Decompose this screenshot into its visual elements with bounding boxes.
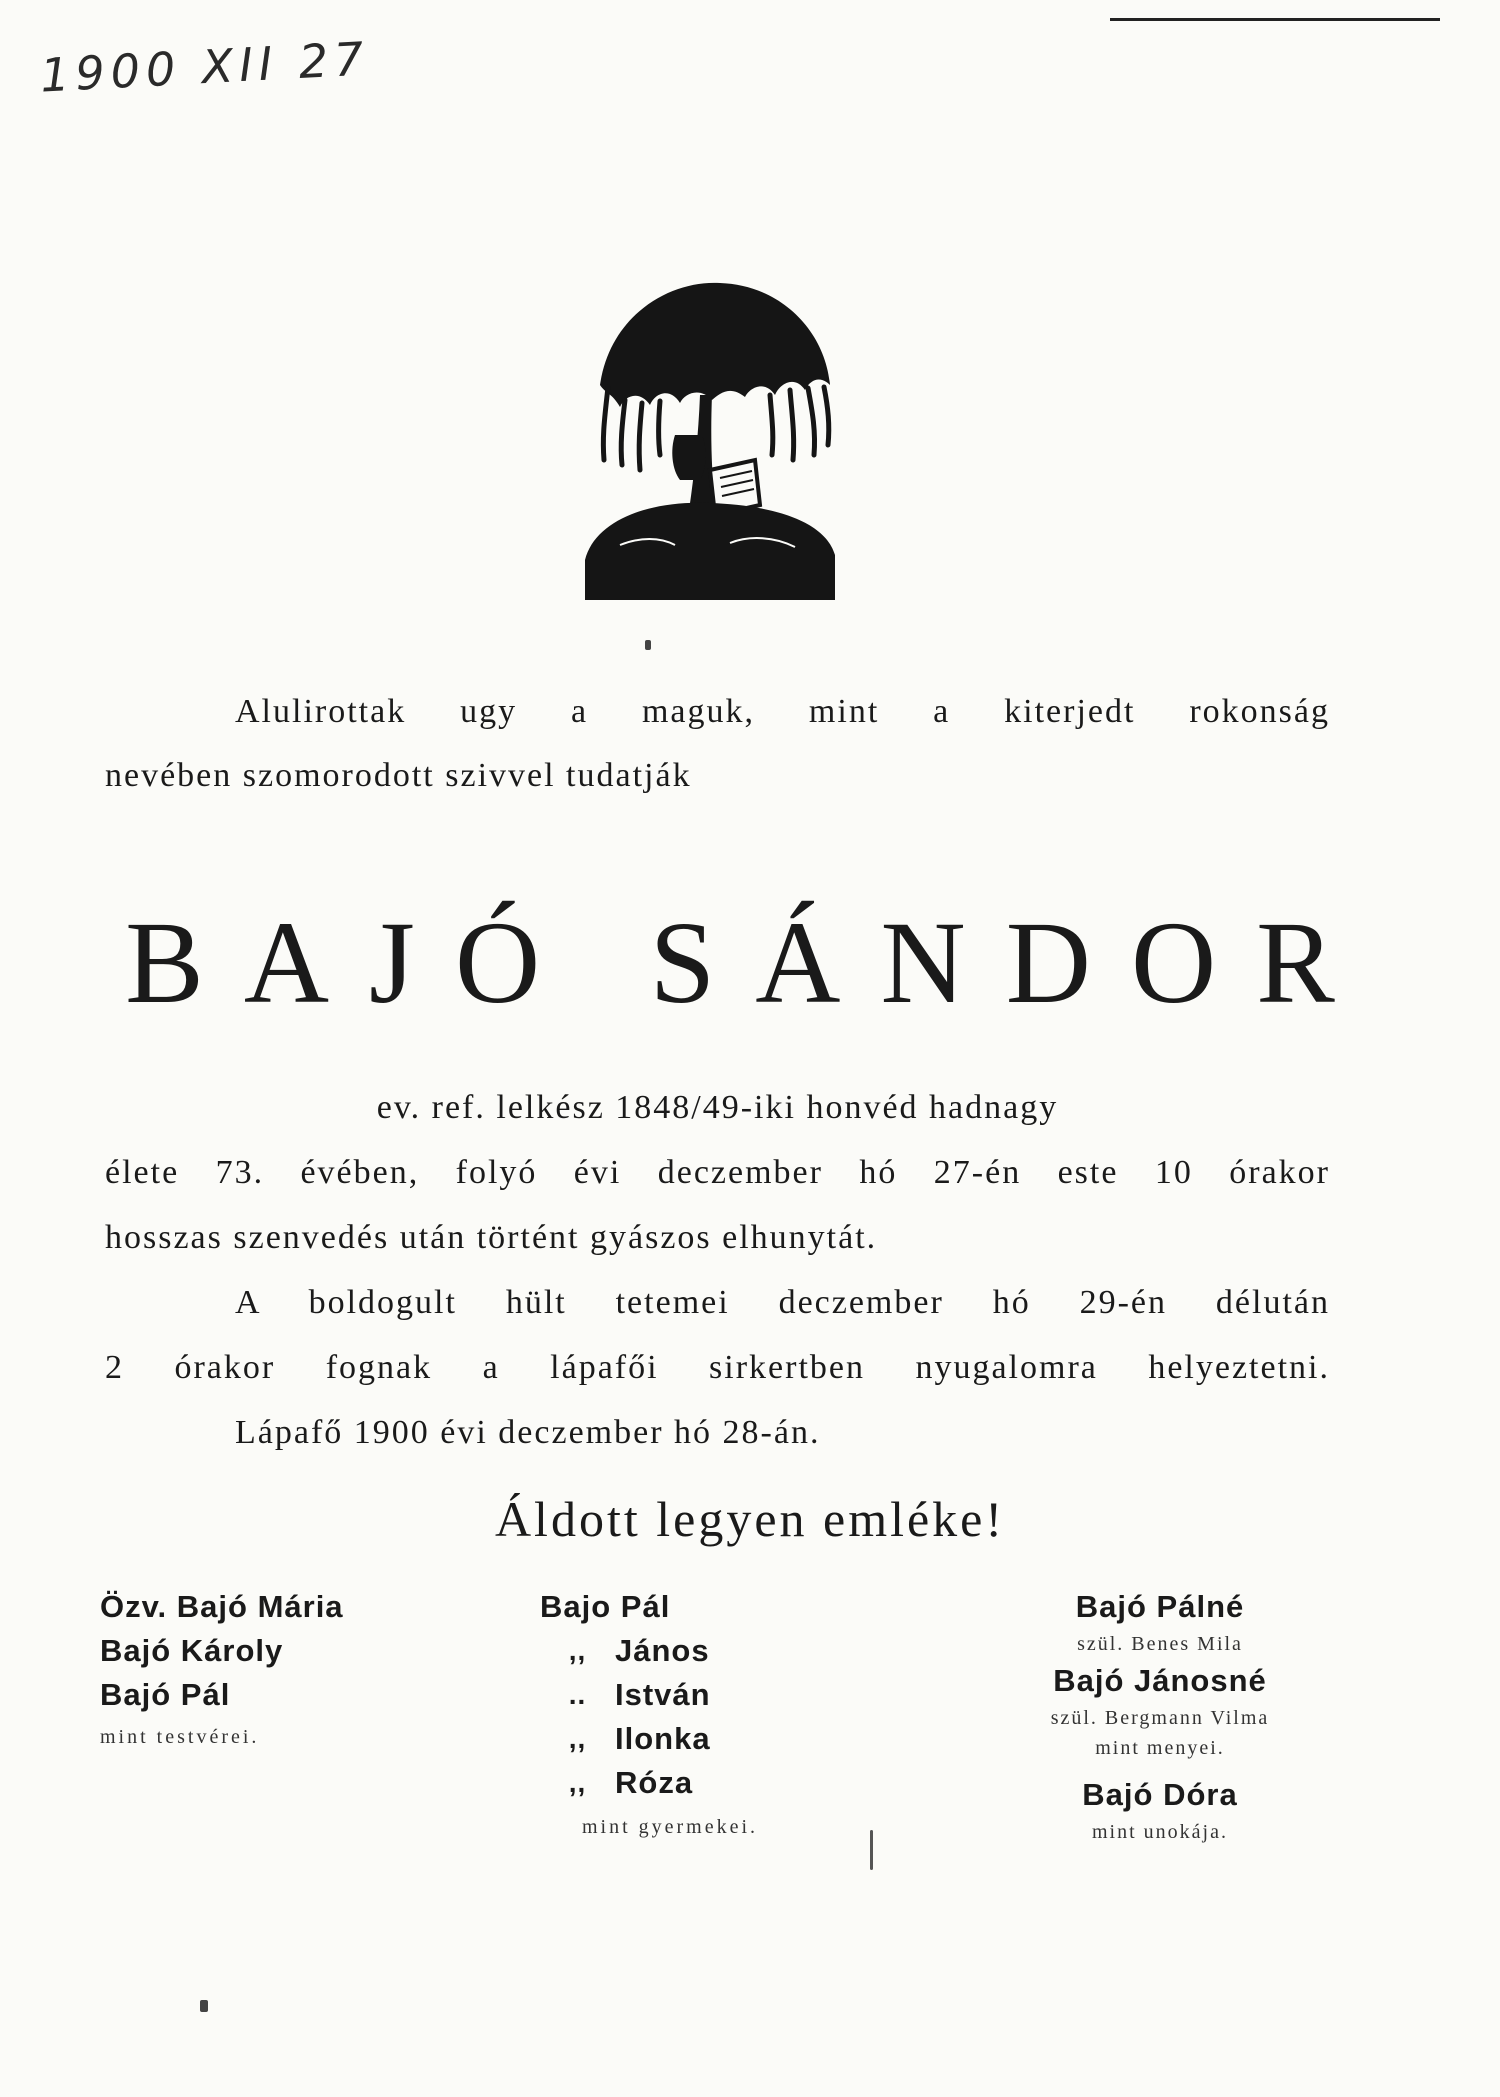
mourners-left-column — [100, 1585, 344, 1757]
weeping-willow-emblem — [580, 275, 840, 600]
body-line-4: A boldogult hült tetemei deczember hó 29-én délután — [235, 1284, 1330, 1321]
mourner-name: Bajó Károly — [100, 1633, 284, 1668]
relation-label: mint unokája. — [1092, 1821, 1228, 1843]
maiden-name: szül. Benes Mila — [1077, 1633, 1243, 1655]
mourner-name: Bajó Pálné — [1075, 1589, 1245, 1624]
body-line-6: Lápafő 1900 évi deczember hó 28-án. — [235, 1414, 821, 1451]
ditto-mark: ,, — [568, 1767, 587, 1798]
body-line-5: 2 órakor fognak a lápafői sirkertben nyugalomra helyeztetni. — [105, 1349, 1330, 1386]
blessing-line: Áldott legyen emléke! — [494, 1491, 1006, 1547]
intro-line-1: Alulirottak ugy a maguk, mint a kiterjedt rokonság — [235, 693, 1330, 730]
relation-label: mint testvérei. — [100, 1726, 260, 1748]
body-line-1: ev. ref. lelkész 1848/49-iki honvéd hadnagy — [376, 1089, 1059, 1126]
announcement-body — [105, 1075, 1330, 1465]
mourner-name: Bajó Pál — [100, 1677, 231, 1712]
mourner-name: Bajo Pál — [540, 1589, 671, 1624]
body-line-3: hosszas szenvedés után történt gyászos elhunytát. — [105, 1219, 878, 1256]
mourner-name: Bajó Jánosné — [1053, 1663, 1267, 1698]
mourner-name: János — [615, 1633, 710, 1668]
handwritten-date-note: 1900 XII 27 — [38, 31, 371, 103]
maiden-name: szül. Bergmann Vilma — [1050, 1707, 1270, 1729]
ditto-mark: .. — [568, 1679, 587, 1710]
mourner-row — [540, 1629, 800, 1673]
mourner-row — [540, 1717, 800, 1761]
mourner-name: Bajó Dóra — [1082, 1777, 1238, 1812]
relation-label: mint menyei. — [1095, 1737, 1225, 1759]
ditto-mark: ,, — [568, 1635, 587, 1666]
relation-label: mint gyermekei. — [581, 1816, 759, 1838]
print-speck — [200, 2000, 208, 2012]
top-rule — [1110, 18, 1440, 21]
mourner-name: István — [615, 1677, 711, 1712]
mourner-name: Róza — [615, 1765, 694, 1800]
ditto-mark: ,, — [568, 1723, 587, 1754]
mourner-name: Ilonka — [615, 1721, 711, 1756]
mourner-name: Özv. Bajó Mária — [100, 1589, 344, 1624]
mourner-row — [540, 1761, 800, 1805]
mourners-right-column — [1000, 1585, 1320, 1847]
print-speck — [870, 1830, 873, 1870]
intro-line-2: nevében szomorodott szivvel tudatják — [105, 757, 692, 794]
intro-paragraph — [105, 680, 1330, 808]
body-line-2: élete 73. évében, folyó évi deczember hó 27-én este 10 órakor — [105, 1154, 1330, 1191]
mourners-middle-column — [540, 1585, 800, 1847]
deceased-name: BAJÓ SÁNDOR — [125, 897, 1375, 1028]
print-speck — [645, 640, 651, 650]
mourner-row — [540, 1673, 800, 1717]
